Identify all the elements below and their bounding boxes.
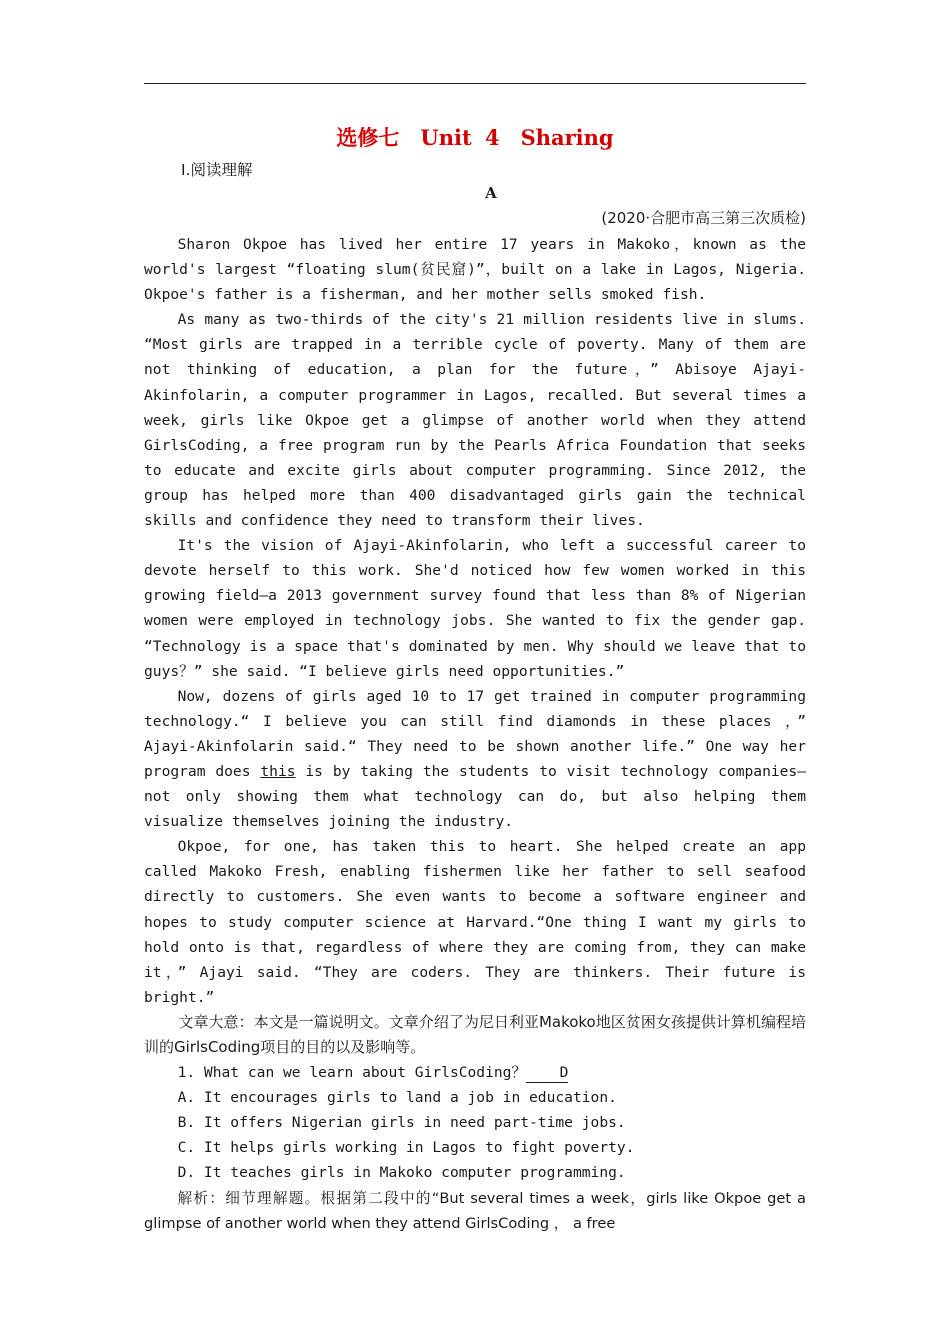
paragraph-4-part-2: is by taking the students to visit technology companies—not only showing them what technology can do, but also helping them visualize themselves joining the industry. <box>144 762 806 831</box>
paragraph-5: Okpoe, for one, has taken this to heart. She helped create an app called Makoko Fresh, enabling fishermen like her father to sell seafood directly to customers. She even wants to become a software engineer and hopes to study computer science at Harvard.“One thing I want my girls to hold onto is that, regardless of where they are coming from, they can make it，” Ajayi said. “They are coders. They are thinkers. Their future is bright.” <box>144 838 806 1006</box>
answer-blank: D <box>526 1064 568 1083</box>
question-1 <box>144 1060 806 1085</box>
option-d: D. It teaches girls in Makoko computer programming. <box>177 1164 626 1182</box>
page-title: 选修七 Unit 4 Sharing <box>336 125 614 150</box>
question-1-stem: 1. What can we learn about GirlsCoding？ <box>177 1064 527 1082</box>
passage-label: A <box>485 184 497 202</box>
option-b: B. It offers Nigerian girls in need part-time jobs. <box>177 1114 626 1132</box>
passage-body <box>144 232 806 1236</box>
summary: 文章大意：本文是一篇说明文。文章介绍了为尼日利亚Makoko地区贫困女孩提供计算机编程培训的GirlsCoding项目的目的以及影响等。 <box>144 1012 806 1056</box>
option-a: A. It encourages girls to land a job in education. <box>177 1089 617 1107</box>
paragraph-3: It's the vision of Ajayi-Akinfolarin, who left a successful career to devote herself to this work. She'd noticed how few women worked in this growing field—a 2013 government survey found that less than 8% of Nigerian women were employed in technology jobs. She wanted to fix the gender gap. “Technology is a space that's dominated by men. Why should we leave that to guys？” she said. “I believe girls need opportunities.” <box>144 537 806 680</box>
paragraph-4 <box>144 684 806 835</box>
section-heading: Ⅰ.阅读理解 <box>181 161 253 179</box>
paragraph-2: As many as two-thirds of the city's 21 million residents live in slums. “Most girls are trapped in a terrible cycle of poverty. Many of them are not thinking of education, a plan for the future，” Abisoye Ajayi-Akinfolarin, a computer programmer in Lagos, recalled. But several times a week, girls like Okpoe get a glimpse of another world when they attend GirlsCoding, a free program run by the Pearls Africa Foundation that seeks to educate and excite girls about computer programming. Since 2012, the group has helped more than 400 disadvantaged girls gain the technical skills and confidence they need to transform their lives. <box>144 311 806 530</box>
option-c: C. It helps girls working in Lagos to fight poverty. <box>177 1139 635 1157</box>
paragraph-1: Sharon Okpoe has lived her entire 17 years in Makoko，known as the world's largest “floating slum(贫民窟)”，built on a lake in Lagos, Nigeria. Okpoe's father is a fisherman, and her mother sells smoked fish. <box>144 236 806 304</box>
header-rule <box>144 83 806 84</box>
exam-source: (2020·合肥市高三第三次质检) <box>601 209 806 227</box>
analysis: 解析：细节理解题。根据第二段中的“But several times a week，girls like Okpoe get a glimpse of another world when they attend GirlsCoding ， a free <box>144 1189 806 1232</box>
underlined-word: this <box>260 762 296 780</box>
paragraph-4-part-1: Now, dozens of girls aged 10 to 17 get trained in computer programming technology.“ I believe you can still find diamonds in these places ，” Ajayi-Akinfolarin said.“ They need to be shown another life.” One way her program does <box>144 687 806 780</box>
